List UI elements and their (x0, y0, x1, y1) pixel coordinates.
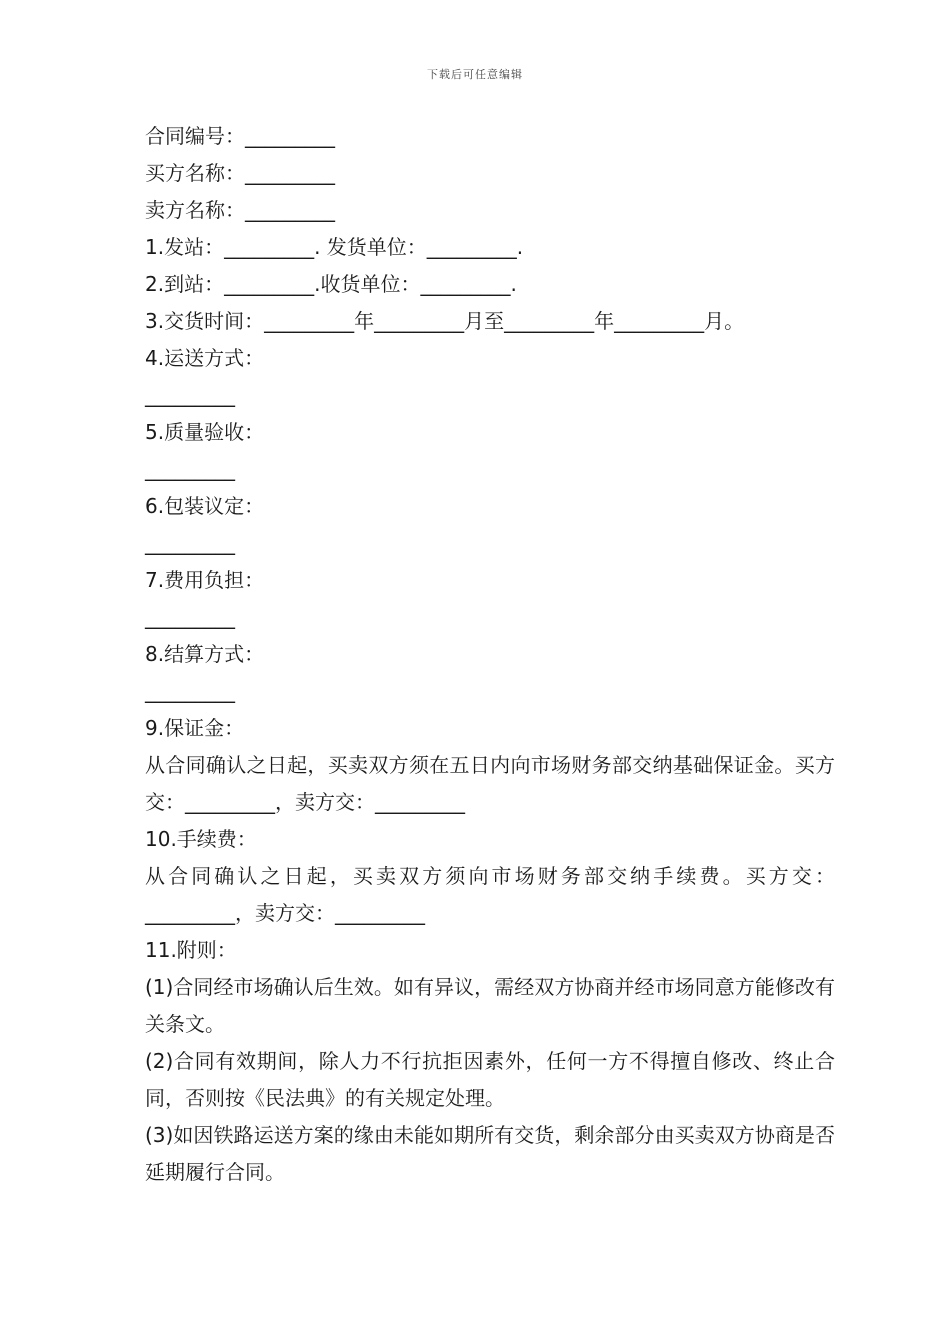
appendix-item-3: (3)如因铁路运送方案的缘由未能如期所有交货，剩余部分由买卖双方协商是否延期履行合同。 (145, 1123, 835, 1184)
appendix-heading: 11.附则： (145, 938, 237, 962)
buyer-name-line: 买方名称：_________ (145, 161, 335, 185)
appendix-item-1: (1)合同经市场确认后生效。如有异议，需经双方协商并经市场同意方能修改有关条文。 (145, 975, 835, 1036)
cost-bearing-blank: _________ (145, 605, 235, 629)
delivery-time-line: 3.交货时间：_________年_________月至_________年_________月。 (145, 309, 745, 333)
transport-method-heading: 4.运送方式： (145, 346, 265, 370)
quality-inspection-blank: _________ (145, 457, 235, 481)
packaging-blank: _________ (145, 531, 235, 555)
transport-method-blank: _________ (145, 383, 235, 407)
header-note: 下载后可任意编辑 (427, 68, 523, 81)
settlement-heading: 8.结算方式： (145, 642, 265, 666)
contract-number-line: 合同编号：_________ (145, 124, 335, 148)
contract-body (145, 118, 835, 1191)
departure-station-line: 1.发站：_________. 发货单位：_________. (145, 235, 524, 259)
deposit-paragraph: 从合同确认之日起，买卖双方须在五日内向市场财务部交纳基础保证金。买方交：_________，卖方交：_________ (145, 753, 835, 814)
packaging-heading: 6.包装议定： (145, 494, 265, 518)
arrival-station-line: 2.到站：_________.收货单位：_________. (145, 272, 517, 296)
seller-name-line: 卖方名称：_________ (145, 198, 335, 222)
quality-inspection-heading: 5.质量验收： (145, 420, 265, 444)
appendix-item-2: (2)合同有效期间，除人力不行抗拒因素外，任何一方不得擅自修改、终止合同，否则按《民法典》的有关规定处理。 (145, 1049, 835, 1110)
cost-bearing-heading: 7.费用负担： (145, 568, 265, 592)
fee-paragraph: 从合同确认之日起，买卖双方须向市场财务部交纳手续费。买方交：_________，卖方交：_________ (145, 864, 835, 925)
fee-heading: 10.手续费： (145, 827, 257, 851)
settlement-blank: _________ (145, 679, 235, 703)
deposit-heading: 9.保证金： (145, 716, 245, 740)
